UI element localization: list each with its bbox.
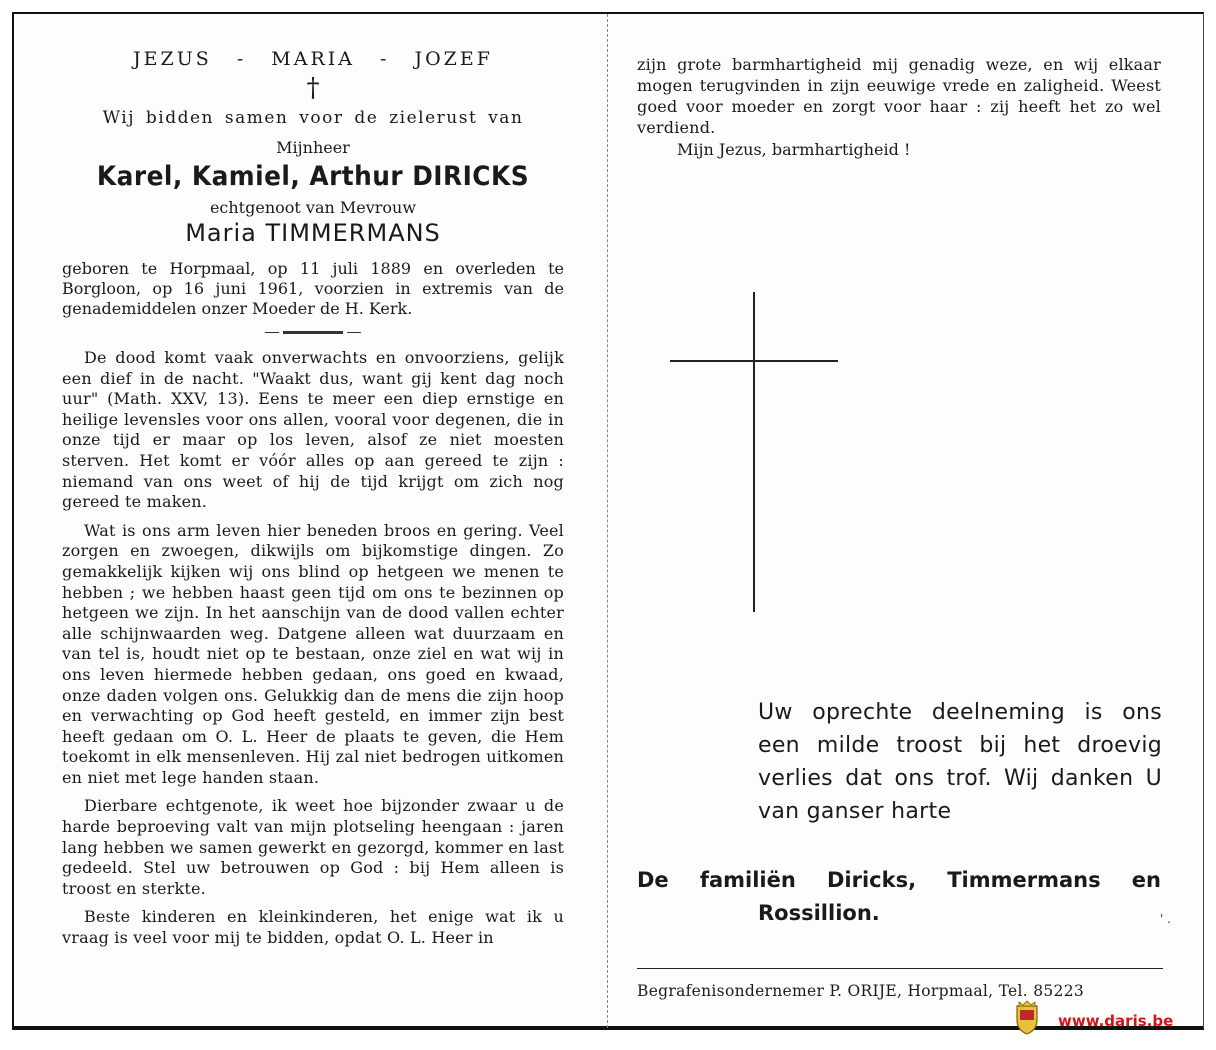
families-word: familiën — [699, 868, 796, 892]
large-cross-icon — [670, 292, 840, 612]
families-line-2: Rossillion. — [758, 901, 880, 925]
footer-separator — [637, 968, 1163, 969]
watermark-link[interactable]: www.daris.be — [1058, 1012, 1174, 1030]
title-mijnheer: Mijnheer — [276, 138, 350, 157]
right-panel — [637, 54, 1161, 159]
families-signature — [637, 864, 1161, 930]
prayer-intro: Wij bidden samen voor de zielerust van — [102, 108, 524, 128]
deceased-name: Karel, Kamiel, Arthur DIRICKS — [96, 161, 530, 192]
undertaker-line: Begrafenisondernemer P. ORIJE, Horpmaal, Tel. 85223 — [637, 982, 1085, 1000]
families-word: Diricks, — [826, 868, 917, 892]
families-word: Timmermans — [947, 868, 1101, 892]
paragraph-2: Wat is ons arm leven hier beneden broos en gering. Veel zorgen en zwoegen, dikwijls om bijkomstige dingen. Zo gemakkelijk kijken wij ons blind op hetgeen we menen te hebben ; we hebben haast geen tijd om ons te bezinnen op hetgeen we zijn. In het aanschijn van de dood vallen echter alle schijnwaarden weg. Datgene alleen wat duurzaam en van tel is, houdt niet op te bestaan, onze ziel en wat wij in ons leven hiermede hebben gedaan, ons goed en kwaad, onze daden volgen ons. Gelukkig dan de mens die zijn hoop en verwachting op God heeft gesteld, en immer zijn best heeft gedaan om O. L. Heer de plaats te geven, die Hem toekomt in elk mensenleven. Hij zal niet bedrogen uitkomen en niet met lege handen staan. — [62, 520, 564, 787]
paragraph-1: De dood komt vaak onverwachts en onvoorziens, gelijk een dief in de nacht. "Waakt dus, want gij kent dag noch uur" (Math. XXV, 13). Eens te meer een diep ernstige en heilige levensles voor ons allen, vooral voor degenen, die in onze tijd er maar op los leven, alsof ze niet moesten sterven. Het komt er vóór alles op aan gereed te zijn : niemand van ons weet of hij de tijd krijgt om zich nog gereed te maken. — [62, 348, 564, 512]
continuation-text: zijn grote barmhartigheid mij genadig weze, en wij elkaar mogen terugvinden in zijn eeuwige vrede en zaligheid. Weest goed voor moeder en zorgt voor haar : zij heeft het zo wel verdiend. — [637, 55, 1161, 137]
scan-marks: ' . — [1160, 912, 1171, 926]
left-panel — [62, 48, 564, 957]
spouse-intro: echtgenoot van Mevrouw — [209, 198, 417, 217]
birth-death-text: geboren te Horpmaal, op 11 juli 1889 en overleden te Borgloon, op 16 juni 1961, voorzien in extremis van de genademiddelen onzer Moeder de H. Kerk. — [62, 259, 564, 318]
cross-vertical-bar — [753, 292, 755, 612]
prayer-line: Mijn Jezus, barmhartigheid ! — [677, 140, 911, 159]
crest-icon — [1014, 1000, 1040, 1036]
header-jmj: JEZUS - MARIA - JOZEF — [133, 48, 493, 70]
families-word: De — [637, 868, 669, 892]
ornament-divider — [283, 331, 343, 334]
paragraph-3: Dierbare echtgenote, ik weet hoe bijzonder zwaar u de harde beproeving valt van mijn plotseling heengaan : jaren lang hebben we samen gewerkt en gezorgd, kommer en last gedeeld. Stel uw betrouwen op God : bij Hem alleen is troost en sterkte. — [62, 796, 564, 898]
families-word: en — [1131, 868, 1161, 892]
small-cross-icon: † — [306, 73, 320, 103]
spouse-name: Maria TIMMERMANS — [185, 219, 441, 247]
cross-horizontal-bar — [670, 360, 838, 362]
card-fold-line — [607, 14, 608, 1028]
paragraph-4: Beste kinderen en kleinkinderen, het enige wat ik u vraag is veel voor mij te bidden, opdat O. L. Heer in — [62, 907, 564, 948]
thanks-text: Uw oprechte deelneming is ons een milde troost bij het droevig verlies dat ons trof. Wij danken U van ganser harte — [758, 700, 1162, 824]
families-line-1 — [637, 864, 1161, 897]
